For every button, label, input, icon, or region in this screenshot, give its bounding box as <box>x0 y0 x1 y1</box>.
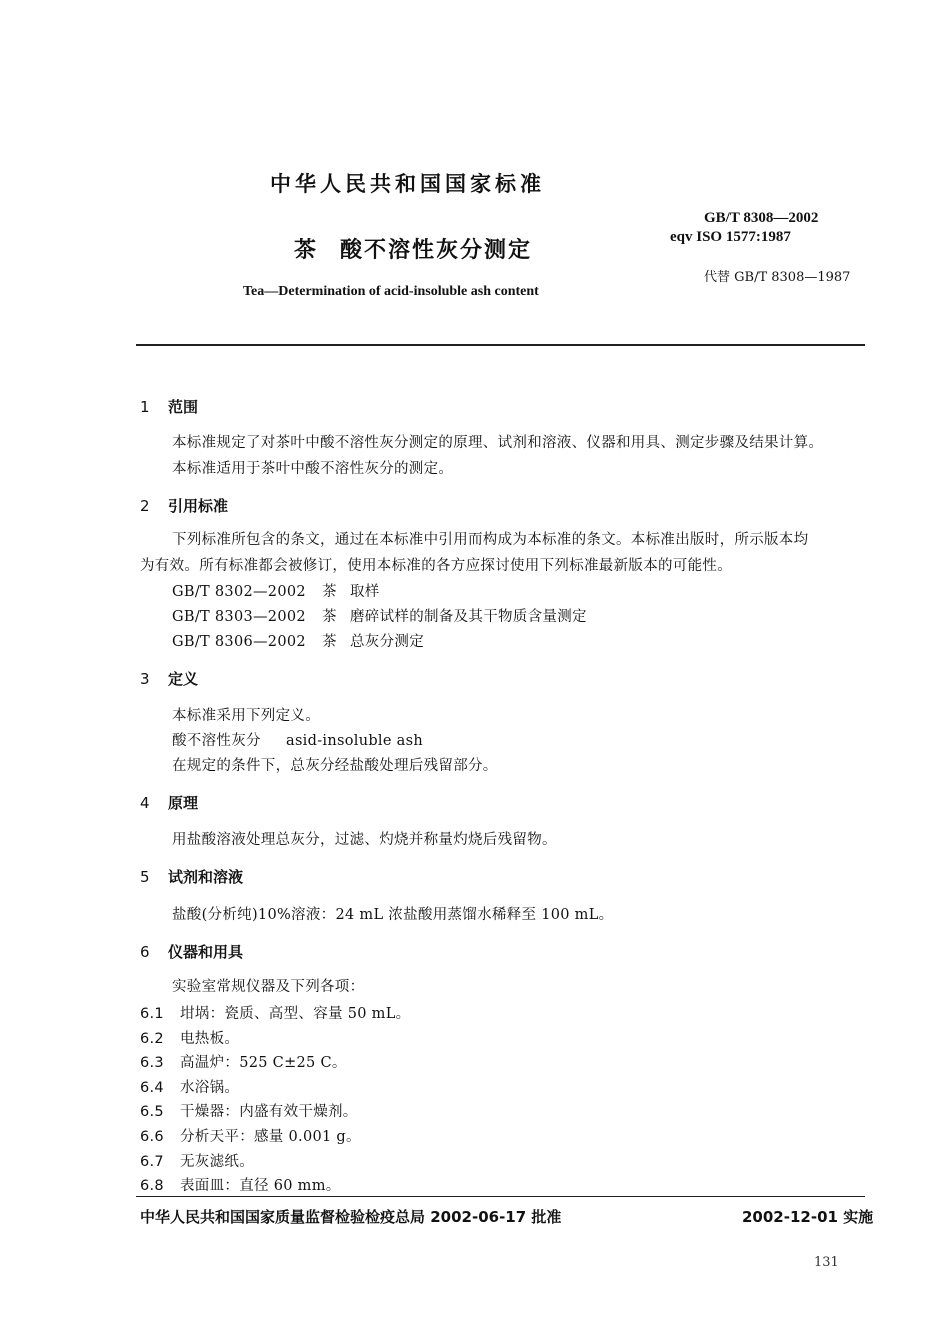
equipment-item <box>140 1002 410 1023</box>
equipment-item <box>140 1150 254 1171</box>
item-number: 6.1 <box>140 1006 164 1022</box>
section-3-paragraph-2: 在规定的条件下，总灰分经盐酸处理后残留部分。 <box>172 758 498 774</box>
reference-item <box>172 605 587 626</box>
standard-code: GB/T 8308—2002 <box>704 210 819 226</box>
equipment-item <box>140 1125 361 1146</box>
definition-term <box>172 729 423 750</box>
reference-tea: 茶 <box>322 634 337 650</box>
item-number: 6.5 <box>140 1104 164 1120</box>
reference-item <box>172 580 380 601</box>
replaces-standard: 代替 GB/T 8308—1987 <box>704 270 851 285</box>
reference-name: 总灰分测定 <box>350 634 424 650</box>
reference-code: GB/T 8302—2002 <box>172 584 306 600</box>
section-title: 引用标准 <box>168 497 229 515</box>
reference-name: 磨碎试样的制备及其干物质含量测定 <box>350 609 587 625</box>
section-number: 2 <box>140 497 150 515</box>
item-number: 6.4 <box>140 1080 164 1096</box>
item-text: 分析天平：感量 0.001 g。 <box>180 1129 361 1145</box>
equipment-item <box>140 1027 239 1048</box>
item-text: 表面皿：直径 60 mm。 <box>180 1178 341 1194</box>
item-number: 6.6 <box>140 1129 164 1145</box>
reference-code: GB/T 8306—2002 <box>172 634 306 650</box>
section-1-paragraph-2: 本标准适用于茶叶中酸不溶性灰分的测定。 <box>172 461 454 477</box>
section-number: 4 <box>140 794 150 812</box>
section-2-heading <box>140 495 228 516</box>
item-text: 干燥器：内盛有效干燥剂。 <box>180 1104 358 1120</box>
item-number: 6.7 <box>140 1154 164 1170</box>
equipment-item <box>140 1051 347 1072</box>
section-number: 1 <box>140 398 150 416</box>
section-number: 3 <box>140 670 150 688</box>
item-number: 6.2 <box>140 1031 164 1047</box>
reference-tea: 茶 <box>322 609 337 625</box>
reference-tea: 茶 <box>322 584 337 600</box>
item-text: 坩埚：瓷质、高型、容量 50 mL。 <box>180 1006 411 1022</box>
section-2-paragraph-1: 下列标准所包含的条文，通过在本标准中引用而构成为本标准的条文。本标准出版时，所示版本均 <box>172 532 809 548</box>
footer-divider <box>136 1196 865 1197</box>
reference-name: 取样 <box>350 584 380 600</box>
section-number: 5 <box>140 868 150 886</box>
approval-line: 中华人民共和国国家质量监督检验检疫总局 2002-06-17 批准 <box>140 1208 562 1226</box>
title-part-main: 酸不溶性灰分测定 <box>340 238 533 263</box>
section-4-paragraph-1: 用盐酸溶液处理总灰分，过滤、灼烧并称量灼烧后残留物。 <box>172 832 557 848</box>
reference-code: GB/T 8303—2002 <box>172 609 306 625</box>
header-divider <box>136 344 865 346</box>
document-title <box>294 233 532 264</box>
equipment-item <box>140 1174 341 1195</box>
page-number: 131 <box>814 1255 839 1270</box>
term-english: asid-insoluble ash <box>286 733 423 749</box>
section-3-heading <box>140 668 198 689</box>
item-number: 6.3 <box>140 1055 164 1071</box>
equipment-item <box>140 1100 358 1121</box>
section-5-heading <box>140 866 243 887</box>
item-text: 无灰滤纸。 <box>180 1154 254 1170</box>
section-title: 原理 <box>168 794 199 812</box>
section-title: 范围 <box>168 398 199 416</box>
reference-item <box>172 630 424 651</box>
title-part-tea: 茶 <box>294 238 319 263</box>
equivalent-standard: eqv ISO 1577:1987 <box>670 229 791 245</box>
section-5-paragraph-1: 盐酸(分析纯)10%溶液：24 mL 浓盐酸用蒸馏水稀释至 100 mL。 <box>172 907 614 923</box>
item-text: 水浴锅。 <box>180 1080 240 1096</box>
section-title: 仪器和用具 <box>168 943 244 961</box>
document-subtitle: Tea—Determination of acid-insoluble ash content <box>243 284 539 299</box>
item-text: 高温炉：525 C±25 C。 <box>180 1055 347 1071</box>
standard-heading: 中华人民共和国国家标准 <box>270 172 545 196</box>
section-number: 6 <box>140 943 150 961</box>
equipment-item <box>140 1076 239 1097</box>
section-6-paragraph-1: 实验室常规仪器及下列各项： <box>172 979 365 995</box>
item-text: 电热板。 <box>180 1031 240 1047</box>
section-title: 试剂和溶液 <box>168 868 244 886</box>
section-title: 定义 <box>168 670 199 688</box>
section-1-heading <box>140 396 198 417</box>
section-6-heading <box>140 941 243 962</box>
section-4-heading <box>140 792 198 813</box>
implementation-date: 2002-12-01 实施 <box>742 1208 874 1226</box>
section-3-paragraph-1: 本标准采用下列定义。 <box>172 708 320 724</box>
section-2-paragraph-2: 为有效。所有标准都会被修订，使用本标准的各方应探讨使用下列标准最新版本的可能性。 <box>140 558 732 574</box>
item-number: 6.8 <box>140 1178 164 1194</box>
term-chinese: 酸不溶性灰分 <box>172 733 261 749</box>
section-1-paragraph-1: 本标准规定了对茶叶中酸不溶性灰分测定的原理、试剂和溶液、仪器和用具、测定步骤及结果计算。 <box>172 435 824 451</box>
